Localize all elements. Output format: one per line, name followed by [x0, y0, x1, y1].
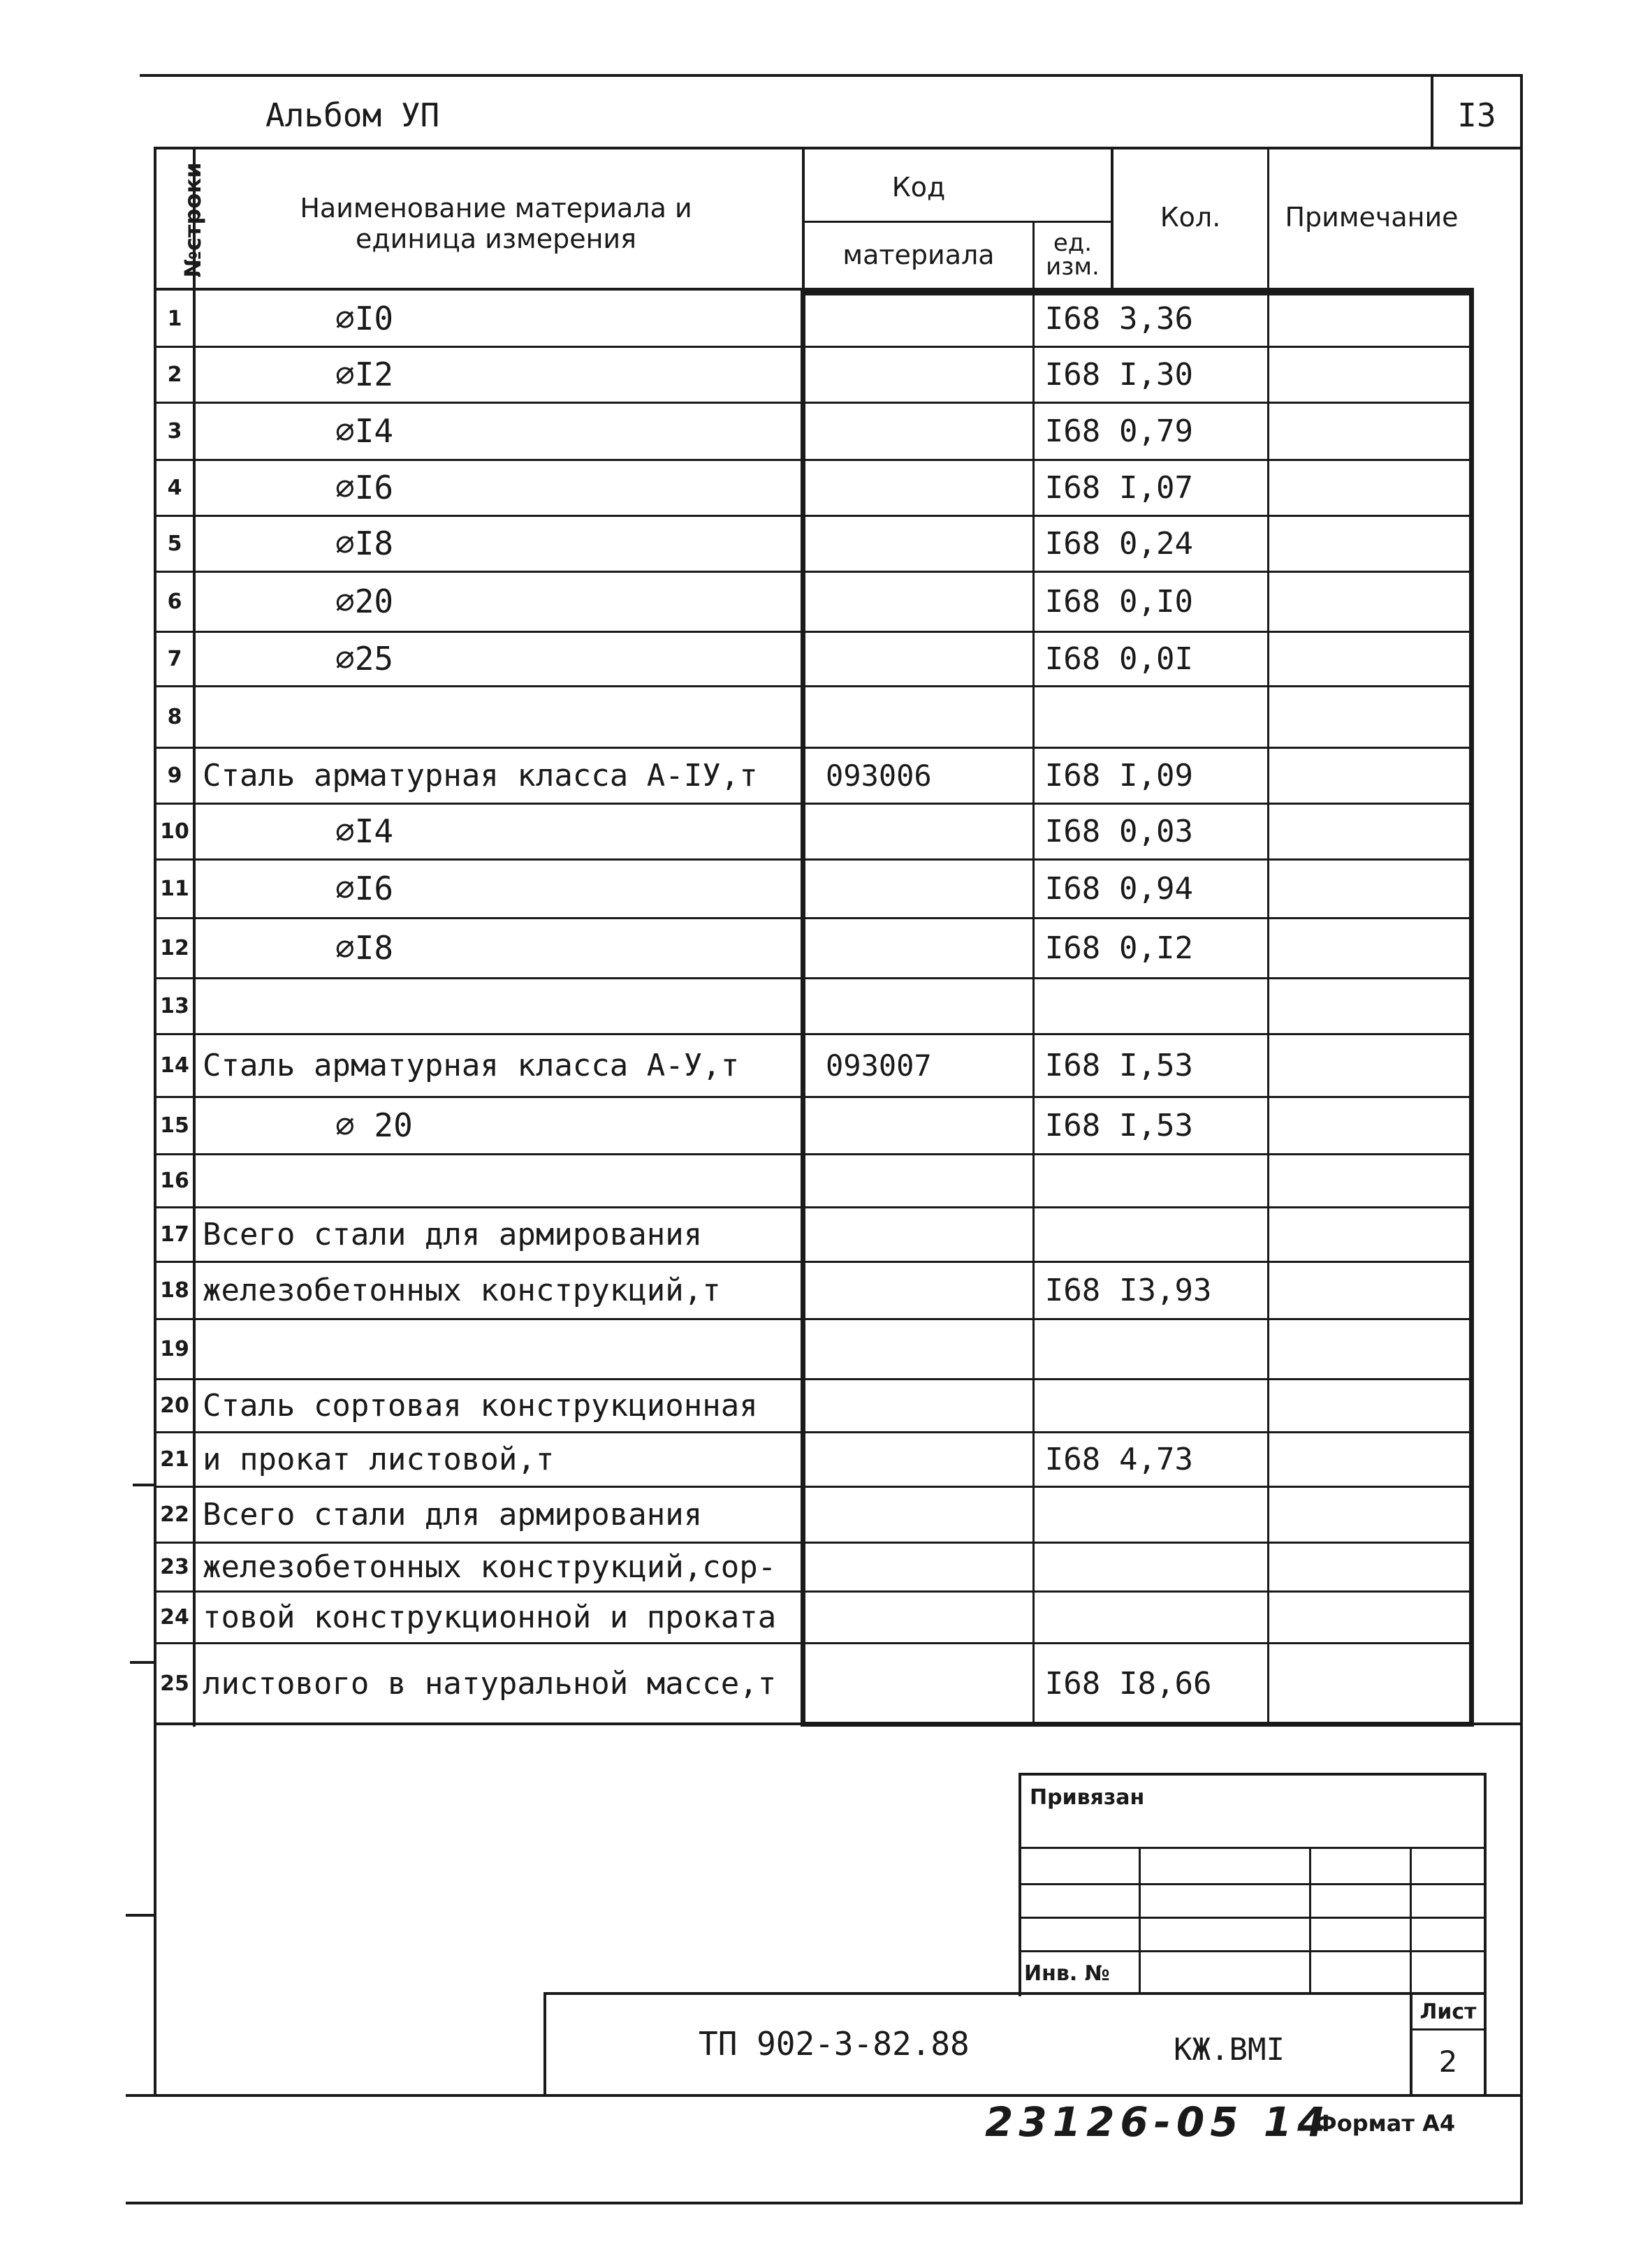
row-name: Всего стали для армирования: [203, 1496, 703, 1532]
col-header-name: Наименование материала и единица измерения: [300, 193, 692, 254]
col-header-code: Код: [891, 172, 946, 203]
row-name: ⌀25: [335, 640, 394, 678]
row-number: 23: [160, 1554, 189, 1579]
row-name: железобетонных конструкций,сор-: [203, 1549, 777, 1585]
row-qty: I,09: [1119, 757, 1193, 793]
col-header-code-unit: ед. изм.: [1046, 229, 1100, 281]
row-qty: 0,24: [1119, 525, 1193, 562]
album-title: Альбом УП: [265, 96, 440, 134]
row-qty: I,07: [1119, 469, 1193, 506]
row-name: железобетонных конструкций,т: [203, 1272, 721, 1308]
header-code-subline: [802, 221, 1112, 223]
row-name: [196, 978, 802, 1034]
row-number: 14: [160, 1053, 189, 1078]
row-name: Сталь сортовая конструкционная: [203, 1387, 758, 1424]
table-bottom-line: [154, 1722, 1523, 1725]
stamp-right-line: [1484, 1773, 1487, 2094]
row-name: ⌀I6: [335, 469, 394, 506]
row-unit: I68: [1044, 813, 1101, 849]
row-code: 093007: [826, 1048, 932, 1083]
row-unit: I68: [1044, 356, 1101, 393]
row-unit: I68: [1044, 300, 1101, 337]
row-qty: 0,79: [1119, 413, 1193, 449]
col-header-note: Примечание: [1285, 202, 1459, 233]
row-number: 19: [160, 1336, 189, 1361]
title-block-left-line: [543, 1992, 546, 2095]
row-unit: I68: [1044, 1047, 1101, 1083]
row-number: 3: [167, 418, 182, 444]
row-qty: 3,36: [1119, 300, 1193, 337]
row-qty: I,30: [1119, 356, 1193, 393]
stamp-row-line-3: [1019, 1917, 1487, 1919]
row-unit: I68: [1044, 930, 1101, 966]
doc-code: ТП 902-3-82.88: [699, 2025, 970, 2063]
row-unit: I68: [1044, 757, 1101, 793]
row-name: Всего стали для армирования: [203, 1216, 703, 1252]
row-number: 13: [160, 993, 189, 1018]
row-unit: I68: [1044, 1665, 1101, 1702]
row-qty: I8,66: [1119, 1665, 1212, 1702]
stamp-row-line-2: [1019, 1883, 1487, 1885]
row-number: 25: [160, 1671, 189, 1696]
row-qty: 0,03: [1119, 813, 1193, 849]
table-thick-outline: [801, 291, 1474, 1727]
row-number: 24: [160, 1604, 189, 1630]
stamp-row-line-1: [1019, 1847, 1487, 1849]
row-qty: 4,73: [1119, 1441, 1193, 1477]
row-qty: 0,I0: [1119, 583, 1193, 620]
row-number: 18: [160, 1278, 189, 1303]
row-name: ⌀I2: [335, 356, 394, 393]
row-qty: I3,93: [1119, 1272, 1212, 1308]
row-qty: 0,94: [1119, 870, 1193, 907]
row-number: 12: [160, 935, 189, 960]
row-name: ⌀I6: [335, 870, 394, 907]
sheet-box-mid-line: [1410, 2028, 1487, 2031]
row-number: 8: [167, 704, 182, 729]
row-unit: I68: [1044, 1441, 1101, 1477]
row-number: 17: [160, 1222, 189, 1247]
margin-tick-1: [133, 1484, 156, 1486]
row-number: 20: [160, 1393, 189, 1418]
row-qty: 0,I2: [1119, 930, 1193, 966]
col-header-code-material: материала: [842, 240, 995, 270]
margin-tick-2: [130, 1661, 156, 1664]
row-unit: I68: [1044, 1272, 1101, 1308]
row-name: [196, 1154, 802, 1207]
row-number: 7: [167, 646, 182, 671]
row-name: Сталь арматурная класса А-IУ,т: [203, 757, 758, 793]
row-qty: 0,0I: [1119, 641, 1193, 677]
stamp-col-line-3: [1410, 1847, 1412, 1995]
title-block-top-line: [543, 1992, 1487, 1995]
row-unit: I68: [1044, 469, 1101, 506]
row-number: 10: [160, 819, 189, 844]
row-number: 1: [167, 306, 182, 331]
row-number: 4: [167, 475, 182, 500]
row-name: [196, 686, 802, 747]
stamp-col-line-1: [1139, 1847, 1141, 1995]
row-number: 2: [167, 362, 182, 387]
col-header-qty: Кол.: [1160, 202, 1221, 233]
row-number: 11: [160, 876, 189, 901]
sheet-number: 2: [1438, 2044, 1458, 2079]
row-unit: I68: [1044, 870, 1101, 907]
stamp-inv-label: Инв. №: [1024, 1961, 1110, 1986]
frame-right-line: [1520, 74, 1523, 2204]
handwritten-code: 23126-05 14: [985, 2098, 1331, 2146]
format-label: Формат А4: [1315, 2110, 1456, 2137]
row-qty: I,53: [1119, 1107, 1193, 1143]
row-qty: I,53: [1119, 1047, 1193, 1083]
row-unit: I68: [1044, 525, 1101, 562]
frame-top-line: [140, 74, 1523, 77]
row-number: 9: [167, 763, 182, 788]
row-number: 5: [167, 531, 182, 556]
row-name: ⌀I0: [335, 300, 394, 337]
stamp-top-line: [1019, 1773, 1487, 1776]
row-number: 15: [160, 1113, 189, 1138]
row-name: и прокат листовой,т: [203, 1441, 555, 1477]
page-bottom-line: [126, 2202, 1523, 2204]
row-number: 6: [167, 589, 182, 614]
row-unit: I68: [1044, 641, 1101, 677]
row-name: ⌀I8: [335, 525, 394, 562]
row-name: ⌀ 20: [335, 1106, 413, 1144]
doc-mark: КЖ.ВМI: [1174, 2031, 1285, 2068]
row-name: [196, 1319, 802, 1379]
stamp-row-line-4: [1019, 1950, 1487, 1952]
row-number: 22: [160, 1502, 189, 1527]
row-name: листового в натуральной массе,т: [203, 1665, 777, 1702]
row-code: 093006: [826, 758, 932, 793]
row-number: 16: [160, 1168, 189, 1193]
row-name: ⌀20: [335, 583, 394, 620]
row-name: Сталь арматурная класса А-У,т: [203, 1047, 740, 1083]
margin-tick-3: [126, 1914, 156, 1917]
row-name: товой конструкционной и проката: [203, 1599, 777, 1635]
stamp-bound-label: Привязан: [1030, 1785, 1145, 1810]
row-number: 21: [160, 1447, 189, 1472]
stamp-col-line-2: [1309, 1847, 1311, 1995]
row-name: ⌀I8: [335, 929, 394, 967]
row-name: ⌀I4: [335, 812, 394, 850]
row-unit: I68: [1044, 583, 1101, 620]
row-unit: I68: [1044, 413, 1101, 449]
col-header-row-number: №строки: [180, 162, 206, 278]
row-unit: I68: [1044, 1107, 1101, 1143]
row-name: ⌀I4: [335, 412, 394, 450]
sheet-label: Лист: [1419, 1999, 1477, 2024]
page-number: I3: [1457, 96, 1496, 134]
